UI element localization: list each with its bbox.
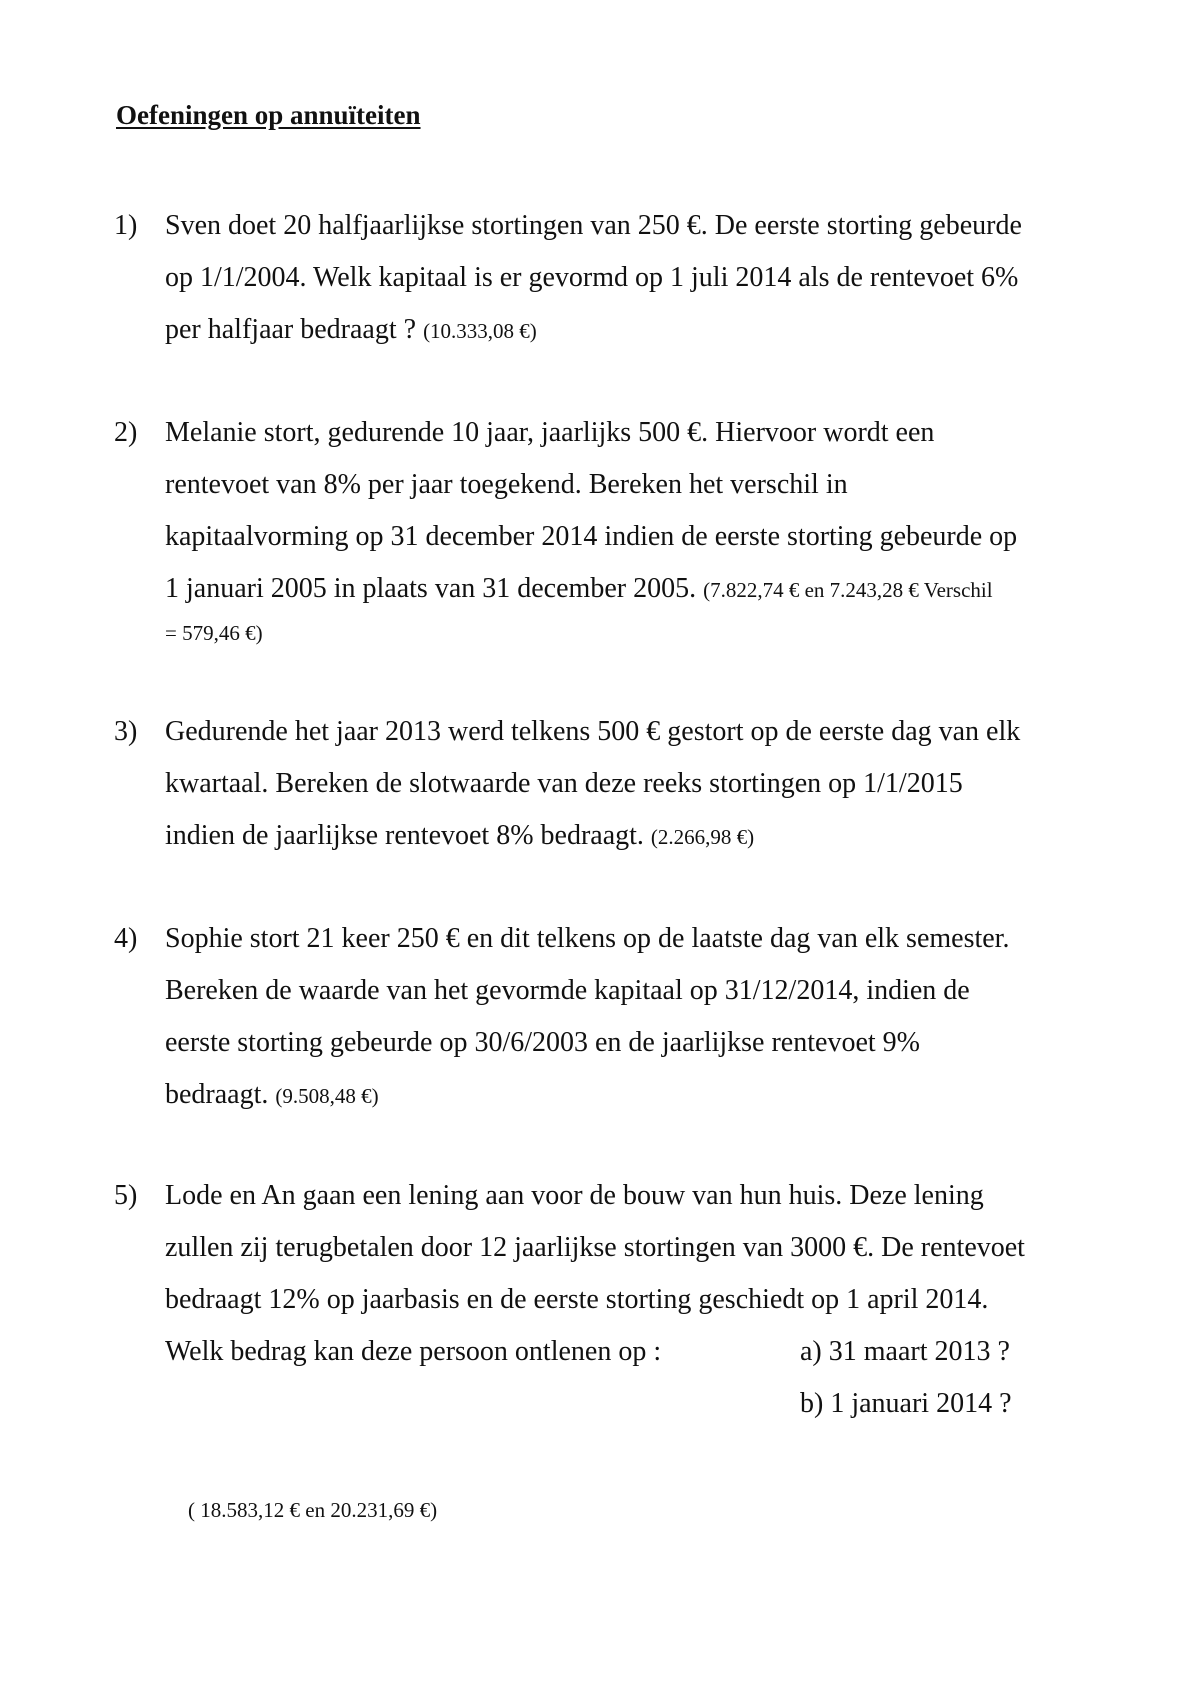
option-a: a) 31 maart 2013 ? <box>800 1336 1010 1367</box>
exercise-text: indien de jaarlijkse rentevoet 8% bedraagt. <box>165 820 644 851</box>
exercise-text-line: op 1/1/2004. Welk kapitaal is er gevormd op 1 juli 2014 als de rentevoet 6% <box>165 262 1019 293</box>
exercise-text: 1 januari 2005 in plaats van 31 december 2005. <box>165 573 697 604</box>
exercise-text-line: kapitaalvorming op 31 december 2014 indien de eerste storting gebeurde op <box>165 521 1018 552</box>
option-b: b) 1 januari 2014 ? <box>800 1388 1012 1419</box>
exercise-text-line: Welk bedrag kan deze persoon ontlenen op : <box>165 1336 662 1367</box>
exercise-answer: (9.508,48 €) <box>275 1084 379 1108</box>
exercise-text-line <box>165 810 754 863</box>
exercise-text-line <box>165 304 537 357</box>
exercise-text-line: rentevoet van 8% per jaar toegekend. Bereken het verschil in <box>165 469 848 500</box>
exercise-number: 1) <box>114 210 138 241</box>
exercise-text-line: bedraagt 12% op jaarbasis en de eerste storting geschiedt op 1 april 2014. <box>165 1284 989 1315</box>
exercise-text-line <box>165 563 993 616</box>
exercise-text-line: eerste storting gebeurde op 30/6/2003 en de jaarlijkse rentevoet 9% <box>165 1027 920 1058</box>
exercise-text-line: Sophie stort 21 keer 250 € en dit telkens op de laatste dag van elk semester. <box>165 923 1010 954</box>
exercise-text-line <box>165 1069 379 1122</box>
exercise-text-line: Melanie stort, gedurende 10 jaar, jaarlijks 500 €. Hiervoor wordt een <box>165 417 935 448</box>
exercise-5-answer: ( 18.583,12 € en 20.231,69 €) <box>188 1498 438 1522</box>
exercise-answer: (10.333,08 €) <box>423 319 537 343</box>
exercise-number: 4) <box>114 923 138 954</box>
exercise-text-line: kwartaal. Bereken de slotwaarde van deze reeks stortingen op 1/1/2015 <box>165 768 963 799</box>
exercise-text-line: zullen zij terugbetalen door 12 jaarlijkse stortingen van 3000 €. De rentevoet <box>165 1232 1025 1263</box>
exercise-text: per halfjaar bedraagt ? <box>165 314 417 345</box>
exercise-number: 5) <box>114 1180 138 1211</box>
exercise-text-line: Lode en An gaan een lening aan voor de bouw van hun huis. Deze lening <box>165 1180 984 1211</box>
exercise-answer: (7.822,74 € en 7.243,28 € Verschil <box>703 578 993 602</box>
exercise-text-line: Gedurende het jaar 2013 werd telkens 500 € gestort op de eerste dag van elk <box>165 716 1021 747</box>
page-title: Oefeningen op annuïteiten <box>116 100 421 130</box>
exercise-text: bedraagt. <box>165 1079 269 1110</box>
exercise-answer: (2.266,98 €) <box>650 825 755 849</box>
exercise-text-line: Bereken de waarde van het gevormde kapitaal op 31/12/2014, indien de <box>165 975 970 1006</box>
exercise-number: 3) <box>114 716 138 747</box>
exercise-text-line: Sven doet 20 halfjaarlijkse stortingen van 250 €. De eerste storting gebeurde <box>165 210 1022 241</box>
exercise-number: 2) <box>114 417 138 448</box>
exercise-answer-continued: = 579,46 €) <box>165 621 263 645</box>
